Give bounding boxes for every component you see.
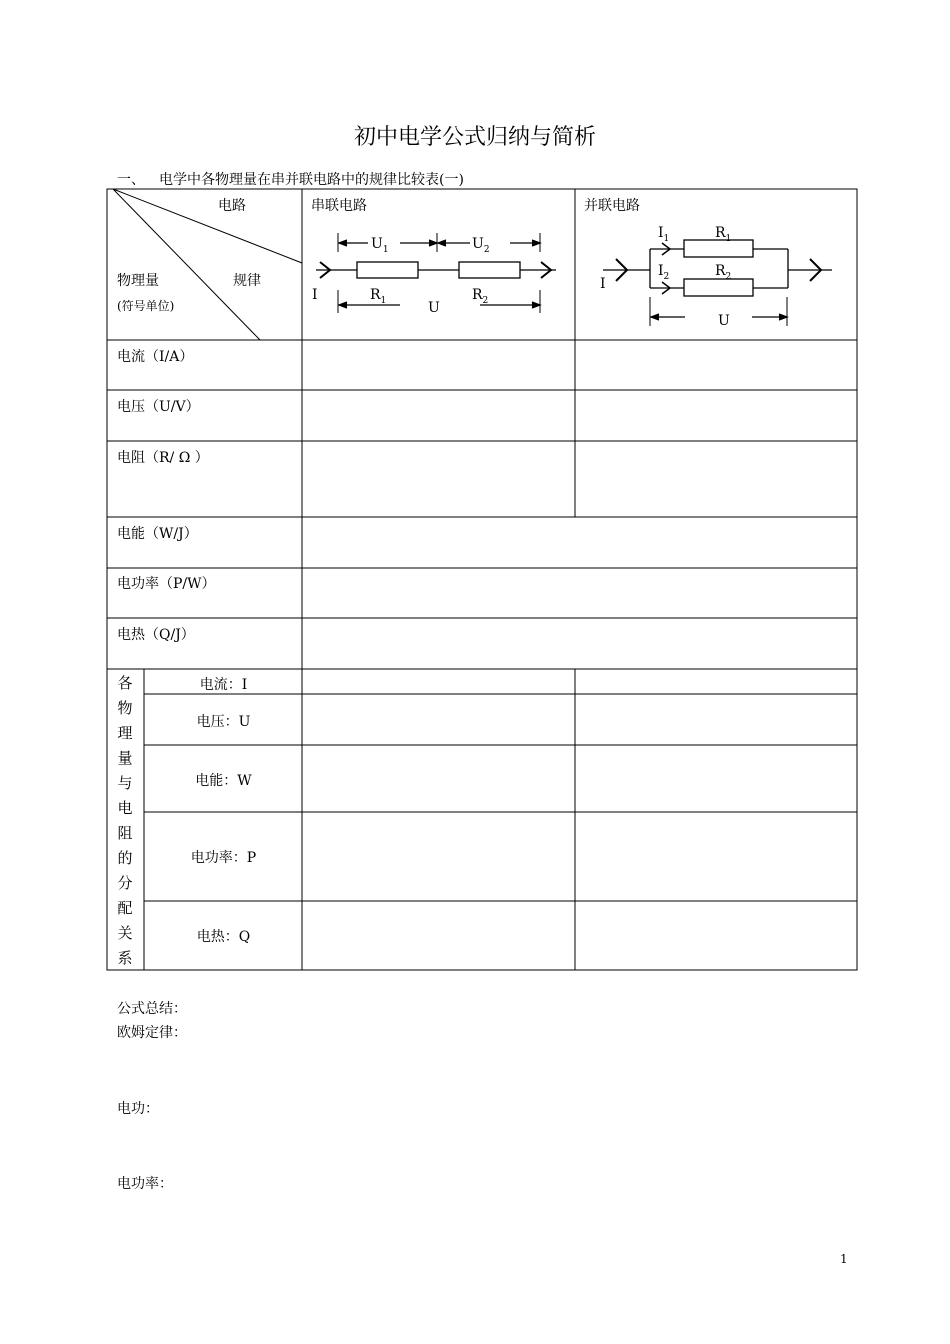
electric-work: 电功： xyxy=(117,1101,159,1117)
header-rule-label: 规律 xyxy=(233,273,261,289)
parallel-label-r1: $R_1$ xyxy=(715,225,732,244)
diagonal-upper xyxy=(113,189,302,263)
row-label-power: 电功率（P/W） xyxy=(117,576,216,592)
series-label-i: I xyxy=(312,287,318,303)
parallel-label-u: U xyxy=(718,313,730,329)
distribution-vertical-label: 各 物 理 量 与 电 阻 的 分 配 关 系 xyxy=(117,674,133,967)
parallel-label-r2: $R_2$ xyxy=(715,263,732,282)
section-number: 一、 xyxy=(117,172,145,188)
distribution-voltage: 电压：U xyxy=(196,714,251,730)
parallel-label-i: I xyxy=(600,276,606,292)
parallel-label-i2: $I_2$ xyxy=(658,263,670,282)
page-number: 1 xyxy=(840,1252,848,1266)
distribution-heat: 电热：Q xyxy=(196,929,251,945)
parallel-label-i1: $I_1$ xyxy=(658,225,670,244)
header-circuit-label: 电路 xyxy=(218,198,246,214)
ohms-law: 欧姆定律： xyxy=(117,1025,187,1041)
header-quantity-label: 物理量 xyxy=(117,273,159,289)
series-label-r1: $R_1$ xyxy=(370,287,387,306)
row-label-current: 电流（I/A） xyxy=(117,349,194,365)
electric-power: 电功率： xyxy=(117,1176,173,1192)
formula-summary: 公式总结： xyxy=(117,1001,187,1017)
row-label-voltage: 电压（U/V） xyxy=(117,399,200,415)
distribution-energy: 电能：W xyxy=(195,773,252,789)
header-parallel: 并联电路 xyxy=(584,198,640,214)
header-series: 串联电路 xyxy=(311,198,367,214)
resistor-r2 xyxy=(459,262,520,278)
row-label-energy: 电能（W/J） xyxy=(117,526,198,542)
row-label-resistance: 电阻（R/ Ω ） xyxy=(117,450,209,466)
distribution-current: 电流：I xyxy=(199,677,248,693)
section-title: 电学中各物理量在串并联电路中的规律比较表(一) xyxy=(159,172,464,188)
page-title: 初中电学公式归纳与简析 xyxy=(353,125,596,150)
series-label-r2: $R_2$ xyxy=(472,287,489,306)
series-label-u2: $U_2$ xyxy=(472,236,490,255)
row-label-heat: 电热（Q/J） xyxy=(117,627,195,643)
series-label-u: U xyxy=(428,300,440,316)
header-unit-label: (符号单位) xyxy=(117,299,175,313)
series-label-u1: $U_1$ xyxy=(371,236,389,255)
distribution-power: 电功率：P xyxy=(190,850,257,866)
resistor-r1 xyxy=(357,262,418,278)
